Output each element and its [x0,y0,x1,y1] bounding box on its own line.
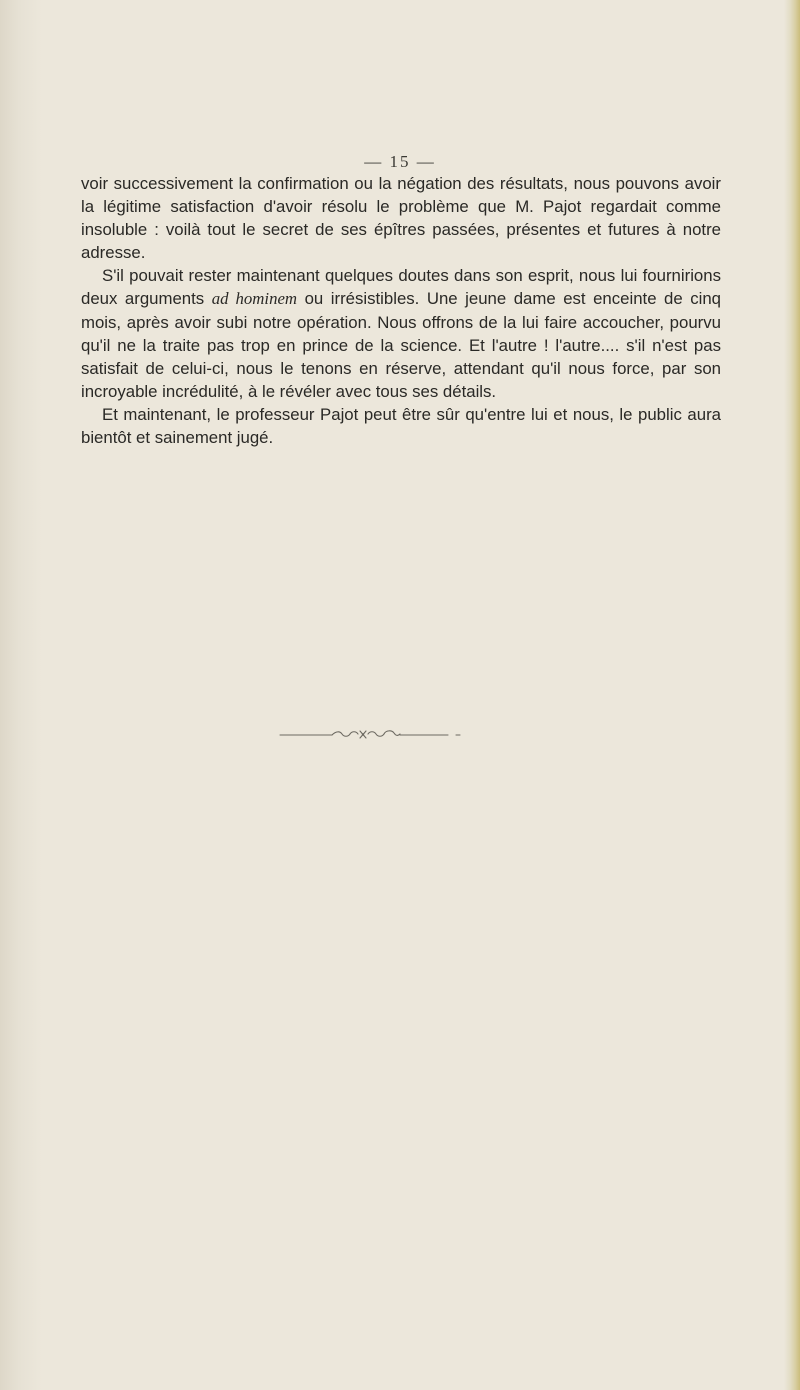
body-text [81,172,721,449]
paragraph-2 [81,264,721,403]
paragraph-2-text-start: S'il pouvait rester maintenant quelques doutes dans son esprit, nous lui fournirions deux arguments [81,266,721,309]
paragraph-2-text-end: ou irrésistibles. Une jeune dame est enceinte de cinq mois, après avoir subi notre opération. Nous offrons de la lui faire accoucher, pourvu qu'il ne la traite pas trop en prince de la science. Et l'autre ! l'autre.... s'il n'est pas satisfait de celui-ci, nous le tenons en réserve, attendant qu'il nous force, par son incroyable incrédulité, à le révéler avec tous ses détails. [81,289,722,401]
paragraph-3-text: Et maintenant, le professeur Pajot peut être sûr qu'entre lui et nous, le public aura bientôt et sainement jugé. [81,404,721,448]
paragraph-1 [81,172,721,264]
fleuron-divider-icon [270,726,470,742]
page-left-shadow [0,0,42,1390]
paragraph-1-text: voir successivement la confirmation ou la négation des résultats, nous pouvons avoir la légitime satisfaction d'avoir résolu le problème que M. Pajot regardait comme insoluble : voilà tout le secret de ses épîtres passées, présentes et futures à notre adresse. [81,174,721,263]
latin-phrase: ad hominem [211,289,298,309]
page-number: — 15 — [364,152,436,171]
page-right-edge [784,0,800,1390]
paragraph-3 [81,403,721,449]
